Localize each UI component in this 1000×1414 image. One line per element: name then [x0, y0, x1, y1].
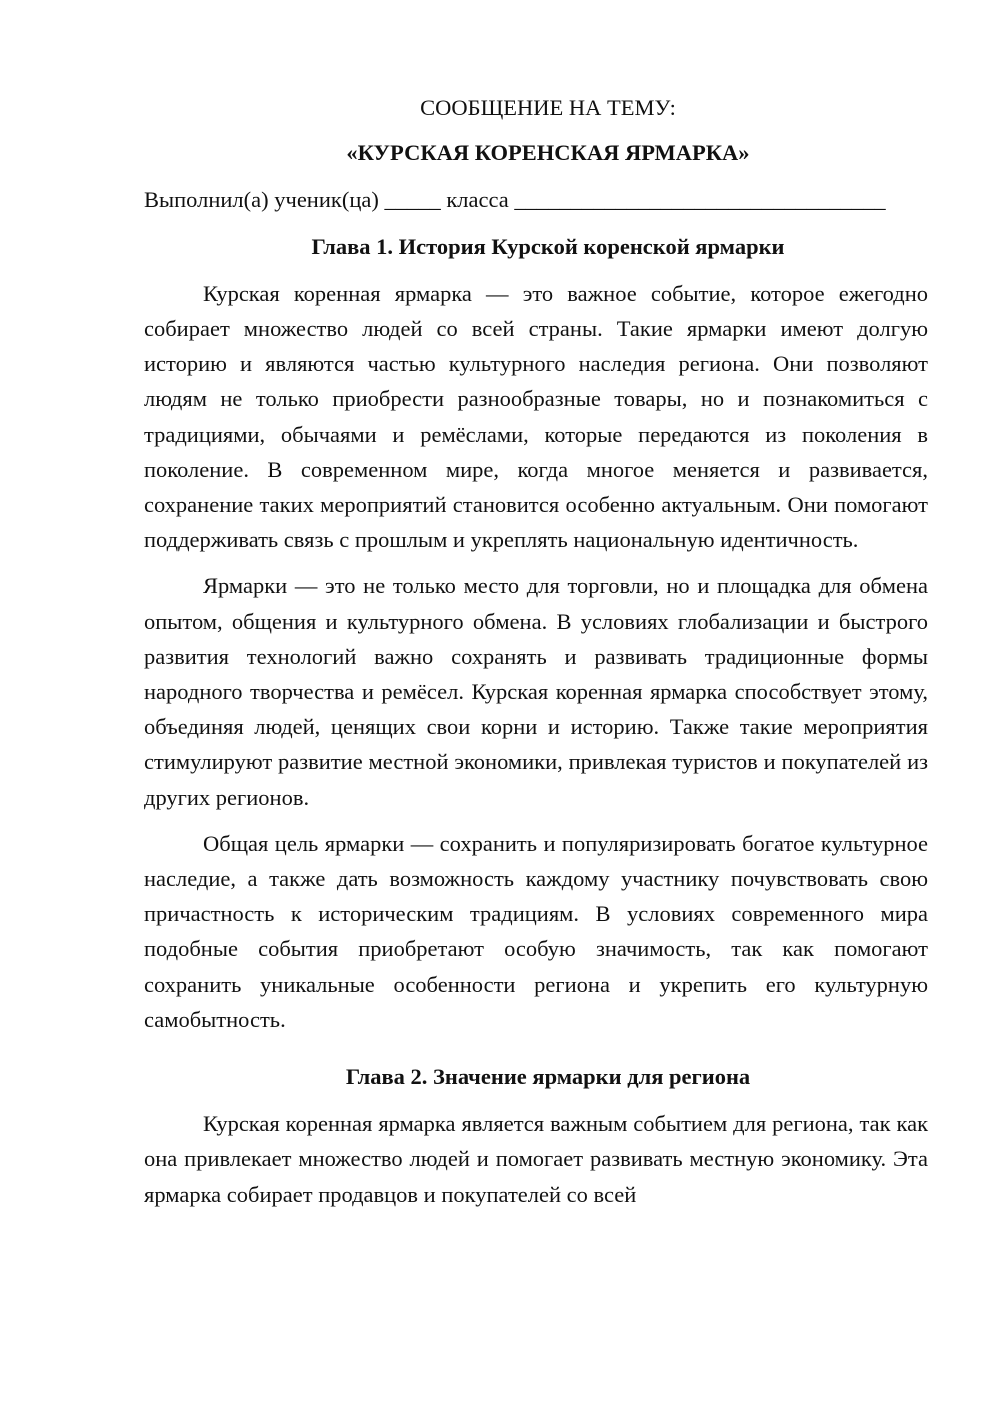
chapter-1-paragraph: Ярмарки — это не только место для торговли, но и площадка для обмена опытом, общения и культурного обмена. В условиях глобализации и быстрого развития технологий важно сохранять и развивать традиционные формы народного творчества и ремёсел. Курская коренная ярмарка способствует этому, объединяя людей, ценящих свои корни и историю. Также такие мероприятия стимулируют развитие местной экономики, привлекая туристов и покупателей из других регионов. — [144, 573, 928, 810]
chapter-2-heading: Глава 2. Значение ярмарки для региона — [345, 1064, 751, 1090]
chapter-1-paragraph: Общая цель ярмарки — сохранить и популяризировать богатое культурное наследие, а также дать возможность каждому участнику почувствовать свою причастность к историческим традициям. В условиях современного мира подобные события приобретают особую значимость, так как помогают сохранить уникальные особенности региона и укрепить его культурную самобытность. — [144, 830, 928, 1032]
chapter-1-paragraph: Курская коренная ярмарка — это важное событие, которое ежегодно собирает множество людей со всей страны. Такие ярмарки имеют долгую историю и являются частью культурного наследия региона. Они позволяют людям не только приобрести разнообразные товары, но и познакомиться с традициями, обычаями и ремёслами, которые передаются из поколения в поколение. В современном мире, когда многое меняется и развивается, сохранение таких мероприятий становится особенно актуальным. Они помогают поддерживать связь с прошлым и укреплять национальную идентичность. — [144, 280, 928, 553]
document-title: «КУРСКАЯ КОРЕНСКАЯ ЯРМАРКА» — [346, 140, 750, 166]
chapter-2-paragraph: Курская коренная ярмарка является важным событием для региона, так как она привлекает множество людей и помогает развивать местную экономику. Эта ярмарка собирает продавцов и покупателей со всей — [144, 1111, 928, 1207]
chapter-1-heading: Глава 1. История Курской коренской ярмарки — [311, 233, 785, 259]
document-subtitle: СООБЩЕНИЕ НА ТЕМУ: — [420, 95, 676, 120]
document-page — [144, 90, 928, 1223]
author-line: Выполнил(а) ученик(ца) _____ класса _________________________________ — [144, 187, 886, 213]
